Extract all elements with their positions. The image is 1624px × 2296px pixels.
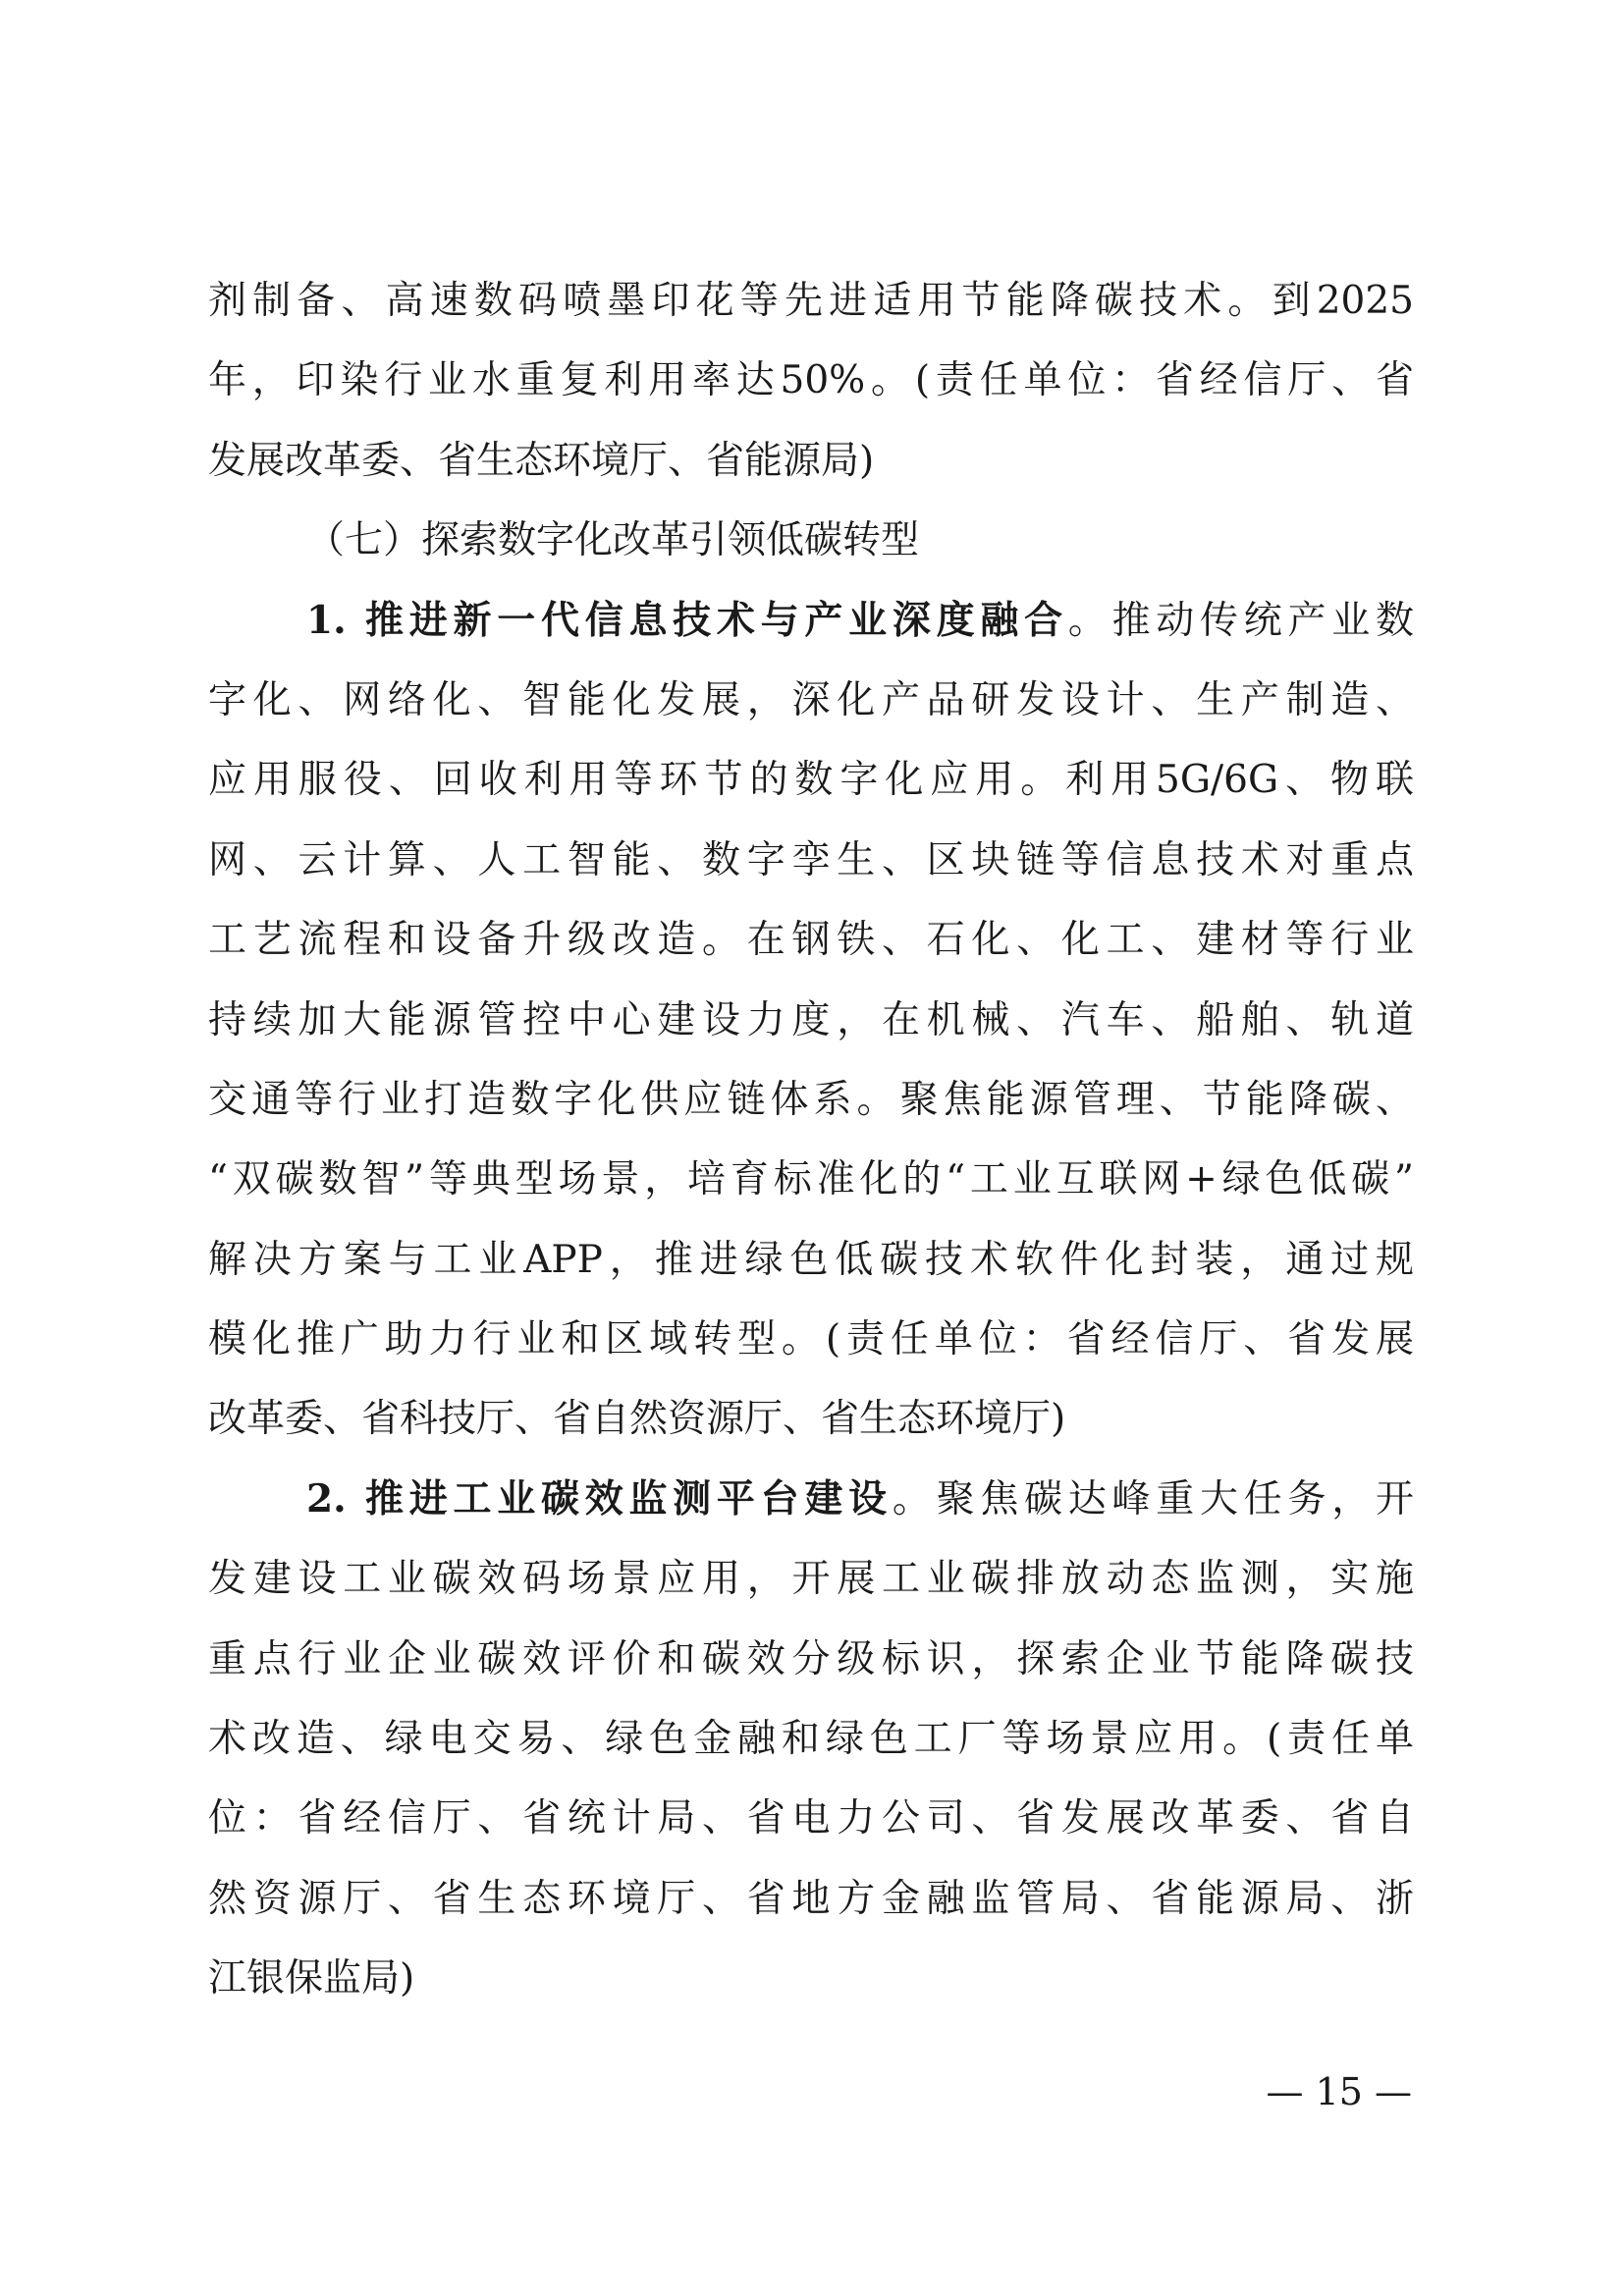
- text-line: “双碳数智”等典型场景，培育标准化的“工业互联网+绿色低碳”: [208, 1157, 1414, 1202]
- text-line: 然资源厅、省生态环境厅、省地方金融监管局、省能源局、浙: [208, 1876, 1414, 1921]
- text-line: 改革委、省科技厅、省自然资源厅、省生态环境厅): [208, 1397, 1066, 1442]
- text-line: 解决方案与工业APP，推进绿色低碳技术软件化封装，通过规: [208, 1237, 1414, 1282]
- item-title: 1. 推进新一代信息技术与产业深度融合: [306, 597, 1068, 643]
- text-line: 江银保监局): [208, 1956, 415, 2002]
- text-line: 应用服役、回收利用等环节的数字化应用。利用5G/6G、物联: [208, 758, 1414, 803]
- text-line: 发建设工业碳效码场景应用，开展工业碳排放动态监测，实施: [208, 1557, 1414, 1602]
- section-heading: （七）探索数字化改革引领低碳转型: [306, 518, 920, 563]
- text-line: 年，印染行业水重复利用率达50%。(责任单位：省经信厅、省: [208, 358, 1414, 403]
- text-line: 发展改革委、省生态环境厅、省能源局): [208, 438, 875, 483]
- text-run: 。聚焦碳达峰重大任务，开: [892, 1476, 1414, 1522]
- paragraph-first-line: [208, 581, 1414, 661]
- text-line: 重点行业企业碳效评价和碳效分级标识，探索企业节能降碳技: [208, 1636, 1414, 1682]
- paragraph-first-line: [208, 1460, 1414, 1539]
- body-text: [208, 261, 1414, 2019]
- text-line: 交通等行业打造数字化供应链体系。聚焦能源管理、节能降碳、: [208, 1077, 1414, 1122]
- text-line: 位：省经信厅、省统计局、省电力公司、省发展改革委、省自: [208, 1796, 1414, 1842]
- text-line: 持续加大能源管控中心建设力度，在机械、汽车、船舶、轨道: [208, 997, 1414, 1042]
- text-line: 字化、网络化、智能化发展，深化产品研发设计、生产制造、: [208, 677, 1414, 722]
- page-number: — 15 —: [1266, 2070, 1412, 2113]
- text-line: 模化推广助力行业和区域转型。(责任单位：省经信厅、省发展: [208, 1317, 1414, 1362]
- text-run: 。推动传统产业数: [1067, 598, 1414, 643]
- text-line: 工艺流程和设备升级改造。在钢铁、石化、化工、建材等行业: [208, 918, 1414, 963]
- text-line: 网、云计算、人工智能、数字孪生、区块链等信息技术对重点: [208, 837, 1414, 882]
- text-line: 剂制备、高速数码喷墨印花等先进适用节能降碳技术。到2025: [208, 279, 1414, 323]
- item-title: 2. 推进工业碳效监测平台建设: [306, 1475, 893, 1522]
- text-line: 术改造、绿电交易、绿色金融和绿色工厂等场景应用。(责任单: [208, 1717, 1414, 1762]
